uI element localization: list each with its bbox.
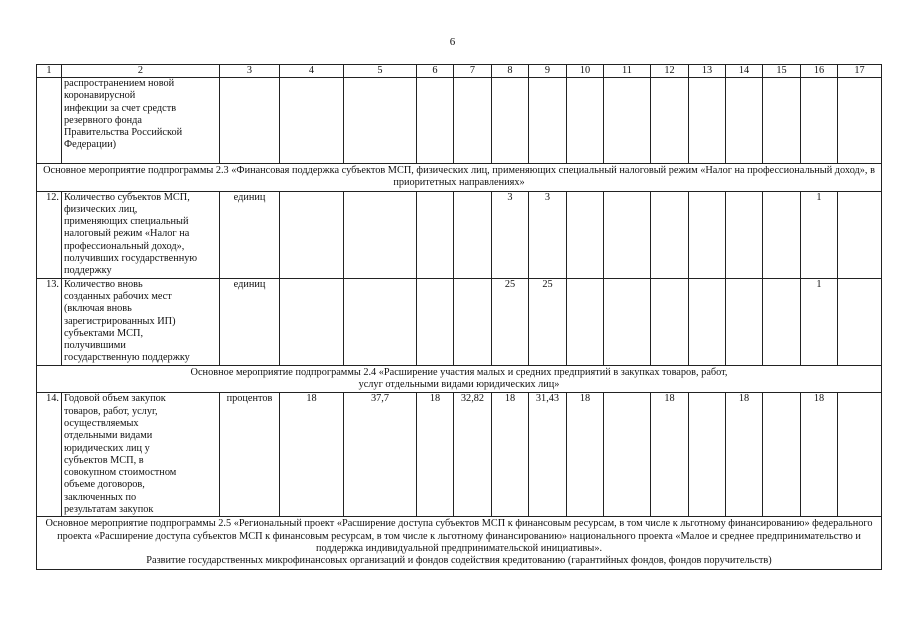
column-header: 6 — [417, 65, 454, 78]
value-cell — [280, 278, 344, 365]
indicator-row — [37, 191, 882, 278]
value-cell — [344, 191, 417, 278]
table-body — [37, 65, 882, 570]
value-cell — [651, 78, 689, 164]
column-header: 16 — [801, 65, 838, 78]
value-cell — [726, 78, 763, 164]
column-header: 8 — [492, 65, 529, 78]
column-header: 3 — [220, 65, 280, 78]
value-cell: 1 — [801, 191, 838, 278]
value-cell: 18 — [726, 393, 763, 517]
value-cell — [604, 191, 651, 278]
value-cell — [492, 78, 529, 164]
value-cell — [651, 278, 689, 365]
section-heading-row — [37, 164, 882, 192]
value-cell: 18 — [651, 393, 689, 517]
indicator-row — [37, 393, 882, 517]
indicator-name: Количество субъектов МСП, физических лиц, применяющих специальный налоговый режим «Налог на профессиональный доход», получивших государственную поддержку — [62, 191, 220, 278]
value-cell — [417, 78, 454, 164]
value-cell — [651, 191, 689, 278]
column-header: 14 — [726, 65, 763, 78]
value-cell — [344, 78, 417, 164]
value-cell: 32,82 — [454, 393, 492, 517]
value-cell: 25 — [492, 278, 529, 365]
value-cell — [567, 78, 604, 164]
value-cell — [689, 78, 726, 164]
column-header: 17 — [838, 65, 882, 78]
row-number — [37, 78, 62, 164]
value-cell — [689, 278, 726, 365]
value-cell — [417, 278, 454, 365]
column-header: 11 — [604, 65, 651, 78]
value-cell: 31,43 — [529, 393, 567, 517]
value-cell: 3 — [492, 191, 529, 278]
value-cell — [454, 191, 492, 278]
column-header: 2 — [62, 65, 220, 78]
value-cell — [604, 278, 651, 365]
value-cell — [604, 393, 651, 517]
page-number: 6 — [449, 36, 456, 48]
value-cell: 18 — [567, 393, 604, 517]
row-number: 14. — [37, 393, 62, 517]
indicator-table — [36, 64, 882, 570]
value-cell — [454, 278, 492, 365]
value-cell — [689, 393, 726, 517]
unit-cell: единиц — [220, 278, 280, 365]
value-cell — [344, 278, 417, 365]
column-header: 1 — [37, 65, 62, 78]
value-cell — [801, 78, 838, 164]
section-heading: Основное мероприятие подпрограммы 2.4 «Расширение участия малых и средних предприятий в закупках товаров, работ, услуг отдельными видами юридических лиц» — [37, 365, 882, 393]
column-header: 15 — [763, 65, 801, 78]
value-cell: 18 — [492, 393, 529, 517]
value-cell — [838, 191, 882, 278]
value-cell — [567, 191, 604, 278]
value-cell — [726, 191, 763, 278]
section-heading: Основное мероприятие подпрограммы 2.3 «Финансовая поддержка субъектов МСП, физических лиц, применяющих специальный налоговый режим «Налог на профессиональный доход», в приоритетных направлениях» — [37, 164, 882, 192]
indicator-name: Количество вновь созданных рабочих мест (включая вновь зарегистрированных ИП) субъектами МСП, получившими государственную поддержку — [62, 278, 220, 365]
value-cell — [280, 191, 344, 278]
column-header: 10 — [567, 65, 604, 78]
unit-cell: процентов — [220, 393, 280, 517]
value-cell: 3 — [529, 191, 567, 278]
value-cell: 18 — [280, 393, 344, 517]
indicator-row — [37, 278, 882, 365]
value-cell — [763, 191, 801, 278]
column-header: 7 — [454, 65, 492, 78]
value-cell — [726, 278, 763, 365]
value-cell — [763, 278, 801, 365]
section-heading-row — [37, 365, 882, 393]
unit-cell — [220, 78, 280, 164]
value-cell — [454, 78, 492, 164]
value-cell: 37,7 — [344, 393, 417, 517]
unit-cell: единиц — [220, 191, 280, 278]
value-cell — [567, 278, 604, 365]
column-header: 4 — [280, 65, 344, 78]
value-cell — [763, 78, 801, 164]
column-number-row — [37, 65, 882, 78]
value-cell — [280, 78, 344, 164]
value-cell — [417, 191, 454, 278]
value-cell: 18 — [417, 393, 454, 517]
value-cell — [838, 393, 882, 517]
value-cell: 18 — [801, 393, 838, 517]
continuation-row — [37, 78, 882, 164]
value-cell — [763, 393, 801, 517]
value-cell: 1 — [801, 278, 838, 365]
value-cell — [838, 278, 882, 365]
column-header: 12 — [651, 65, 689, 78]
column-header: 9 — [529, 65, 567, 78]
value-cell — [838, 78, 882, 164]
row-number: 13. — [37, 278, 62, 365]
indicator-name: Годовой объем закупок товаров, работ, услуг, осуществляемых отдельными видами юридических лиц у субъектов МСП, в совокупном стоимостном объеме договоров, заключенных по результатам закупок — [62, 393, 220, 517]
column-header: 13 — [689, 65, 726, 78]
section-heading: Основное мероприятие подпрограммы 2.5 «Региональный проект «Расширение доступа субъектов МСП к финансовым ресурсам, в том числе к льготному финансированию» федерального проекта «Расширение доступа субъектов МСП к финансовым ресурсам, в том числе к льготному финансированию» национального проекта «Малое и среднее предпринимательство и поддержка индивидуальной предпринимательской инициативы». Развитие государственных микрофинансовых организаций и фондов содействия кредитованию (гарантийных фондов, фондов поручительств) — [37, 517, 882, 569]
value-cell — [529, 78, 567, 164]
row-number: 12. — [37, 191, 62, 278]
section-heading-row — [37, 517, 882, 569]
value-cell — [689, 191, 726, 278]
value-cell — [604, 78, 651, 164]
indicator-name: распространением новой коронавирусной инфекции за счет средств резервного фонда Правительства Российской Федерации) — [62, 78, 220, 164]
column-header: 5 — [344, 65, 417, 78]
value-cell: 25 — [529, 278, 567, 365]
